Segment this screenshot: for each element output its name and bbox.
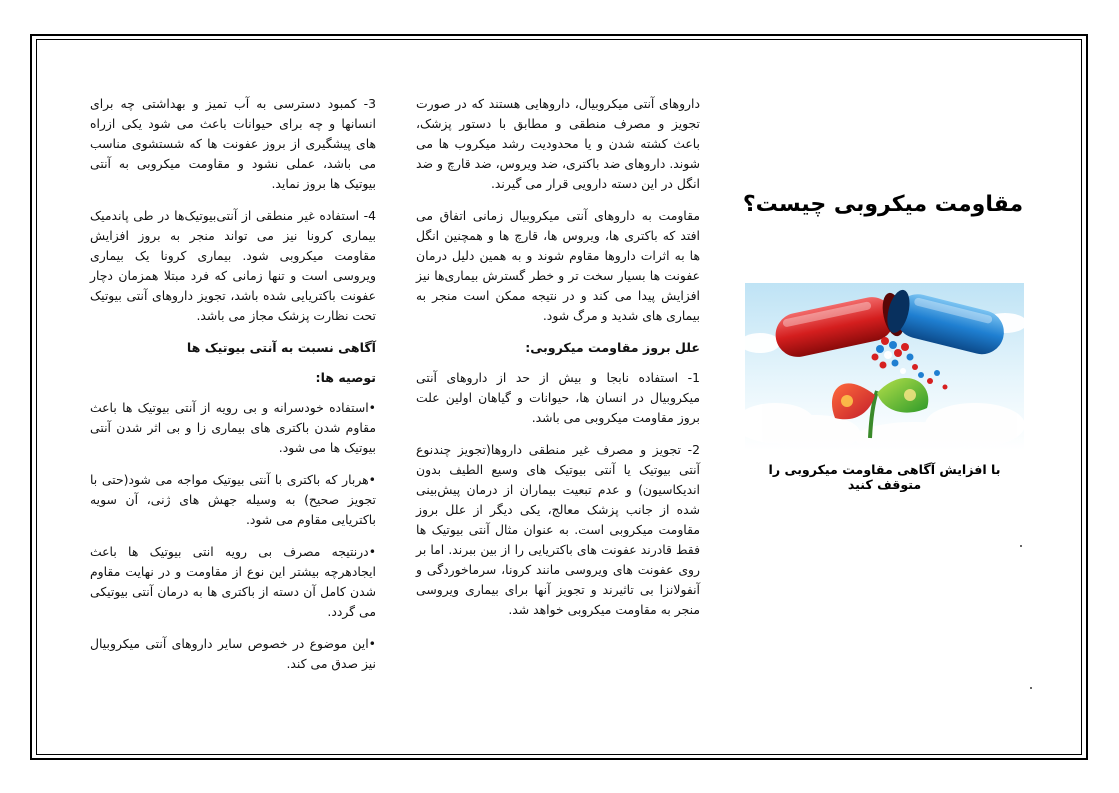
left-column <box>90 94 376 686</box>
cover-caption: با افزایش آگاهی مقاومت میکروبی را متوقف کنید <box>768 462 1001 492</box>
recommendation-1: •استفاده خودسرانه و بی رویه از آنتی بیوتیک ها باعث مقاوم شدن باکتری های بیماری زا و بی اثر شدن آنتی بیوتیک ها می شود. <box>90 400 376 455</box>
recommendation-4: •این موضوع در خصوص سایر داروهای آنتی میکروبیال نیز صدق می کند. <box>90 636 376 671</box>
recommendations-heading: توصیه ها: <box>315 370 376 385</box>
cause-item-4: 4- استفاده غیر منطقی از آنتی‌بیوتیک‌ها در طی پاندمیک بیماری کرونا نیز می تواند منجر به بروز افزایش مقاومت میکروبی شود. بیماری کرونا یک بیماری ویروسی است و تنها زمانی که فرد مبتلا همزمان دچار عفونت باکتریایی شده باشد، تجویز داروهای آنتی بیوتیک تحت نظارت پزشک مجاز می باشد. <box>90 208 376 323</box>
causes-heading: علل بروز مقاومت میکروبی: <box>525 340 700 355</box>
stray-mark <box>1030 687 1032 689</box>
recommendation-2: •هربار که باکتری با آنتی بیوتیک مواجه می شود(حتی با تجویز صحیح) به وسیله جهش های ژنی، آن سویه باکتریایی مقاوم می شود. <box>90 472 376 527</box>
intro-paragraph: داروهای آنتی میکروبیال، داروهایی هستند که در صورت تجویز و مصرف منطقی و مطابق با دستور پزشک، باعث کشته شدن و یا محدودیت رشد میکروب ها می شوند. داروهای ضد باکتری، ضد ویروس، ضد قارچ و ضد انگل در این دسته دارویی قرار می گیرند. <box>416 96 700 191</box>
capsule-illustration <box>745 283 1024 450</box>
cause-item-3: 3- کمبود دسترسی به آب تمیز و بهداشتی چه برای انسانها و چه برای حیوانات باعث می شود یکی ازراه های پیشگیری از بروز عفونت ها که شستشوی مناسب می باشد، عملی نشود و مقاومت میکروبی به آنتی بیوتیک ها بروز نماید. <box>90 96 376 191</box>
stray-mark <box>1020 545 1022 547</box>
recommendation-3: •درنتیجه مصرف بی رویه انتی بیوتیک ها باعث ایجادهرچه بیشتر این نوع از مقاومت و در نهایت مقاوم شدن کامل آن دسته از باکتری ها به درمان آنتی بیوتیکی می گردد. <box>90 544 376 619</box>
middle-column <box>416 94 700 632</box>
resistance-paragraph: مقاومت به داروهای آنتی میکروبیال زمانی اتفاق می افتد که باکتری ها، ویروس ها، قارچ ها و همچنین انگل ها به اثرات داروها مقاوم شوند و به همین دلیل درمان عفونت ها بسیار سخت تر و خطر گسترش بیماری‌ها نیز افزایش پیدا می کند و در نتیجه ممکن است منجر به بیماری های شدید و مرگ شود. <box>416 208 700 323</box>
cause-item-1: 1- استفاده نابجا و بیش از حد از داروهای آنتی میکروبیال در انسان ها، حیوانات و گیاهان اولین علت بروز مقاومت میکروبی می باشد. <box>416 370 700 425</box>
awareness-heading: آگاهی نسبت به آنتی بیوتیک ها <box>186 340 376 355</box>
cover-title: مقاومت میکروبی چیست؟ <box>742 192 1024 217</box>
cause-item-2: 2- تجویز و مصرف غیر منطقی داروها(تجویز چندنوع آنتی بیوتیک یا آنتی بیوتیک های وسیع الطیف بدون اندیکاسیون) و عدم تبعیت بیماران از درمان پیش‌بینی شده از جانب پزشک معالج، یکی دیگر از علل بروز مقاومت میکروبی است. به عنوان مثال آنتی بیوتیک ها فقط قادرند عفونت های باکتریایی را از بین ببرند. اما بر روی عفونت های ویروسی مانند کرونا، سرماخوردگی و آنفولانزا بی تاثیرند و تجویز آنها برای بیماری ویروسی منجر به مقاومت میکروبی خواهد شد. <box>416 442 700 617</box>
